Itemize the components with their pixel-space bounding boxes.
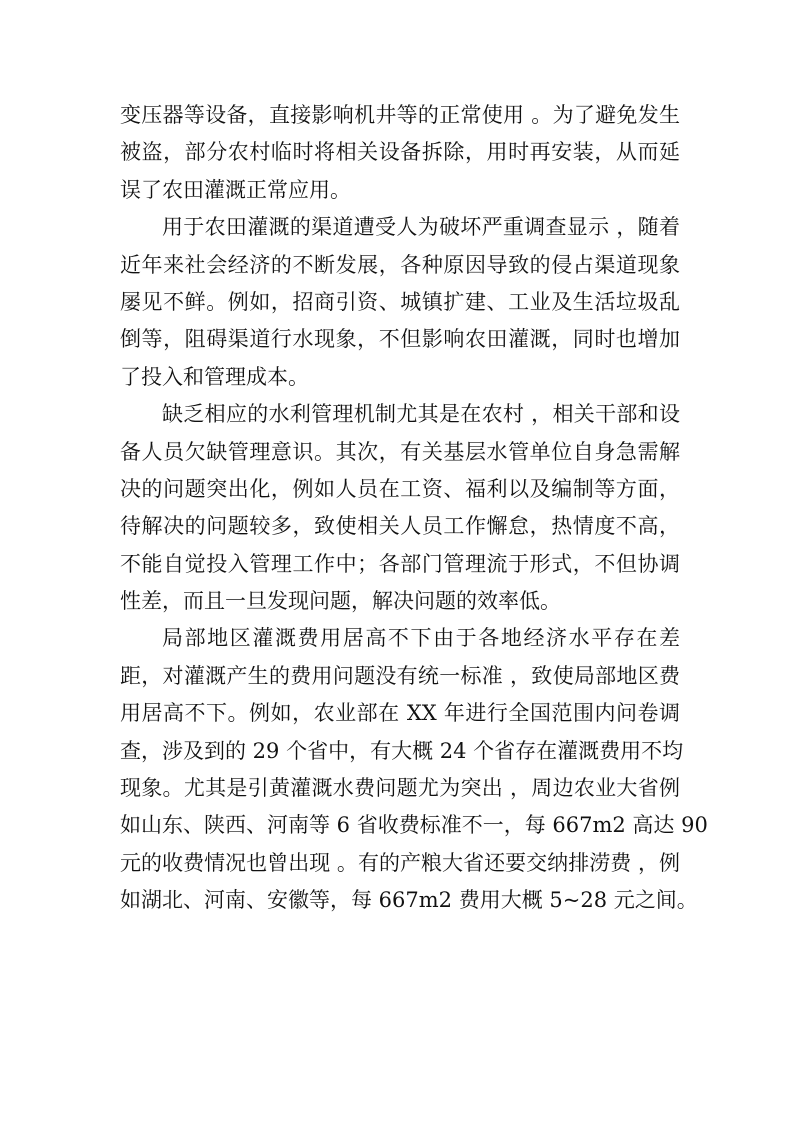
text-line: 不能自觉投入管理工作中；各部门管理流于形式，不但协调 (120, 551, 680, 576)
text-line: 备人员欠缺管理意识。其次，有关基层水管单位自身急需解 (120, 439, 680, 464)
paragraph-2 (120, 209, 680, 396)
text-line: 现象。尤其是引黄灌溉水费问题尤为突出 ，周边农业大省例 (120, 776, 680, 801)
text-line: 距，对灌溉产生的费用问题没有统一标准 ，致使局部地区费 (120, 663, 680, 688)
text-line: 性差，而且一旦发现问题，解决问题的效率低。 (120, 589, 561, 614)
document-body (120, 97, 708, 920)
paragraph-1 (120, 97, 680, 209)
text-line: 近年来社会经济的不断发展，各种原因导致的侵占渠道现象 (120, 252, 680, 277)
text-line: 决的问题突出化，例如人员在工资、福利以及编制等方面， (120, 476, 680, 501)
paragraph-4 (120, 620, 708, 919)
text-line: 了投入和管理成本。 (120, 364, 309, 389)
paragraph-3 (120, 396, 680, 620)
text-line: 被盗，部分农村临时将相关设备拆除，用时再安装，从而延 (120, 140, 680, 165)
text-line: 倒等，阻碍渠道行水现象，不但影响农田灌溉，同时也增加 (120, 327, 680, 352)
text-line: 局部地区灌溉费用居高不下由于各地经济水平存在差 (162, 626, 680, 651)
text-line: 如湖北、河南、安徽等，每 667m2 费用大概 5~28 元之间。 (120, 888, 698, 913)
text-line: 变压器等设备，直接影响机井等的正常使用 。为了避免发生 (120, 103, 680, 127)
text-line: 元的收费情况也曾出现 。有的产粮大省还要交纳排涝费 ，例 (120, 850, 680, 875)
text-line: 用于农田灌溉的渠道遭受人为破坏严重调查显示 ，随着 (162, 215, 680, 240)
text-line: 查，涉及到的 29 个省中，有大概 24 个省存在灌溉费用不均 (120, 738, 684, 763)
text-line: 如山东、陕西、河南等 6 省收费标准不一，每 667m2 高达 90 (120, 813, 708, 838)
text-line: 屡见不鲜。例如，招商引资、城镇扩建、工业及生活垃圾乱 (120, 289, 680, 314)
text-line: 误了农田灌溉正常应用。 (120, 177, 351, 202)
text-line: 用居高不下。例如，农业部在 XX 年进行全国范围内问卷调 (120, 701, 680, 726)
text-line: 缺乏相应的水利管理机制尤其是在农村 ，相关干部和设 (162, 402, 680, 427)
text-line: 待解决的问题较多，致使相关人员工作懈怠，热情度不高， (120, 514, 680, 539)
